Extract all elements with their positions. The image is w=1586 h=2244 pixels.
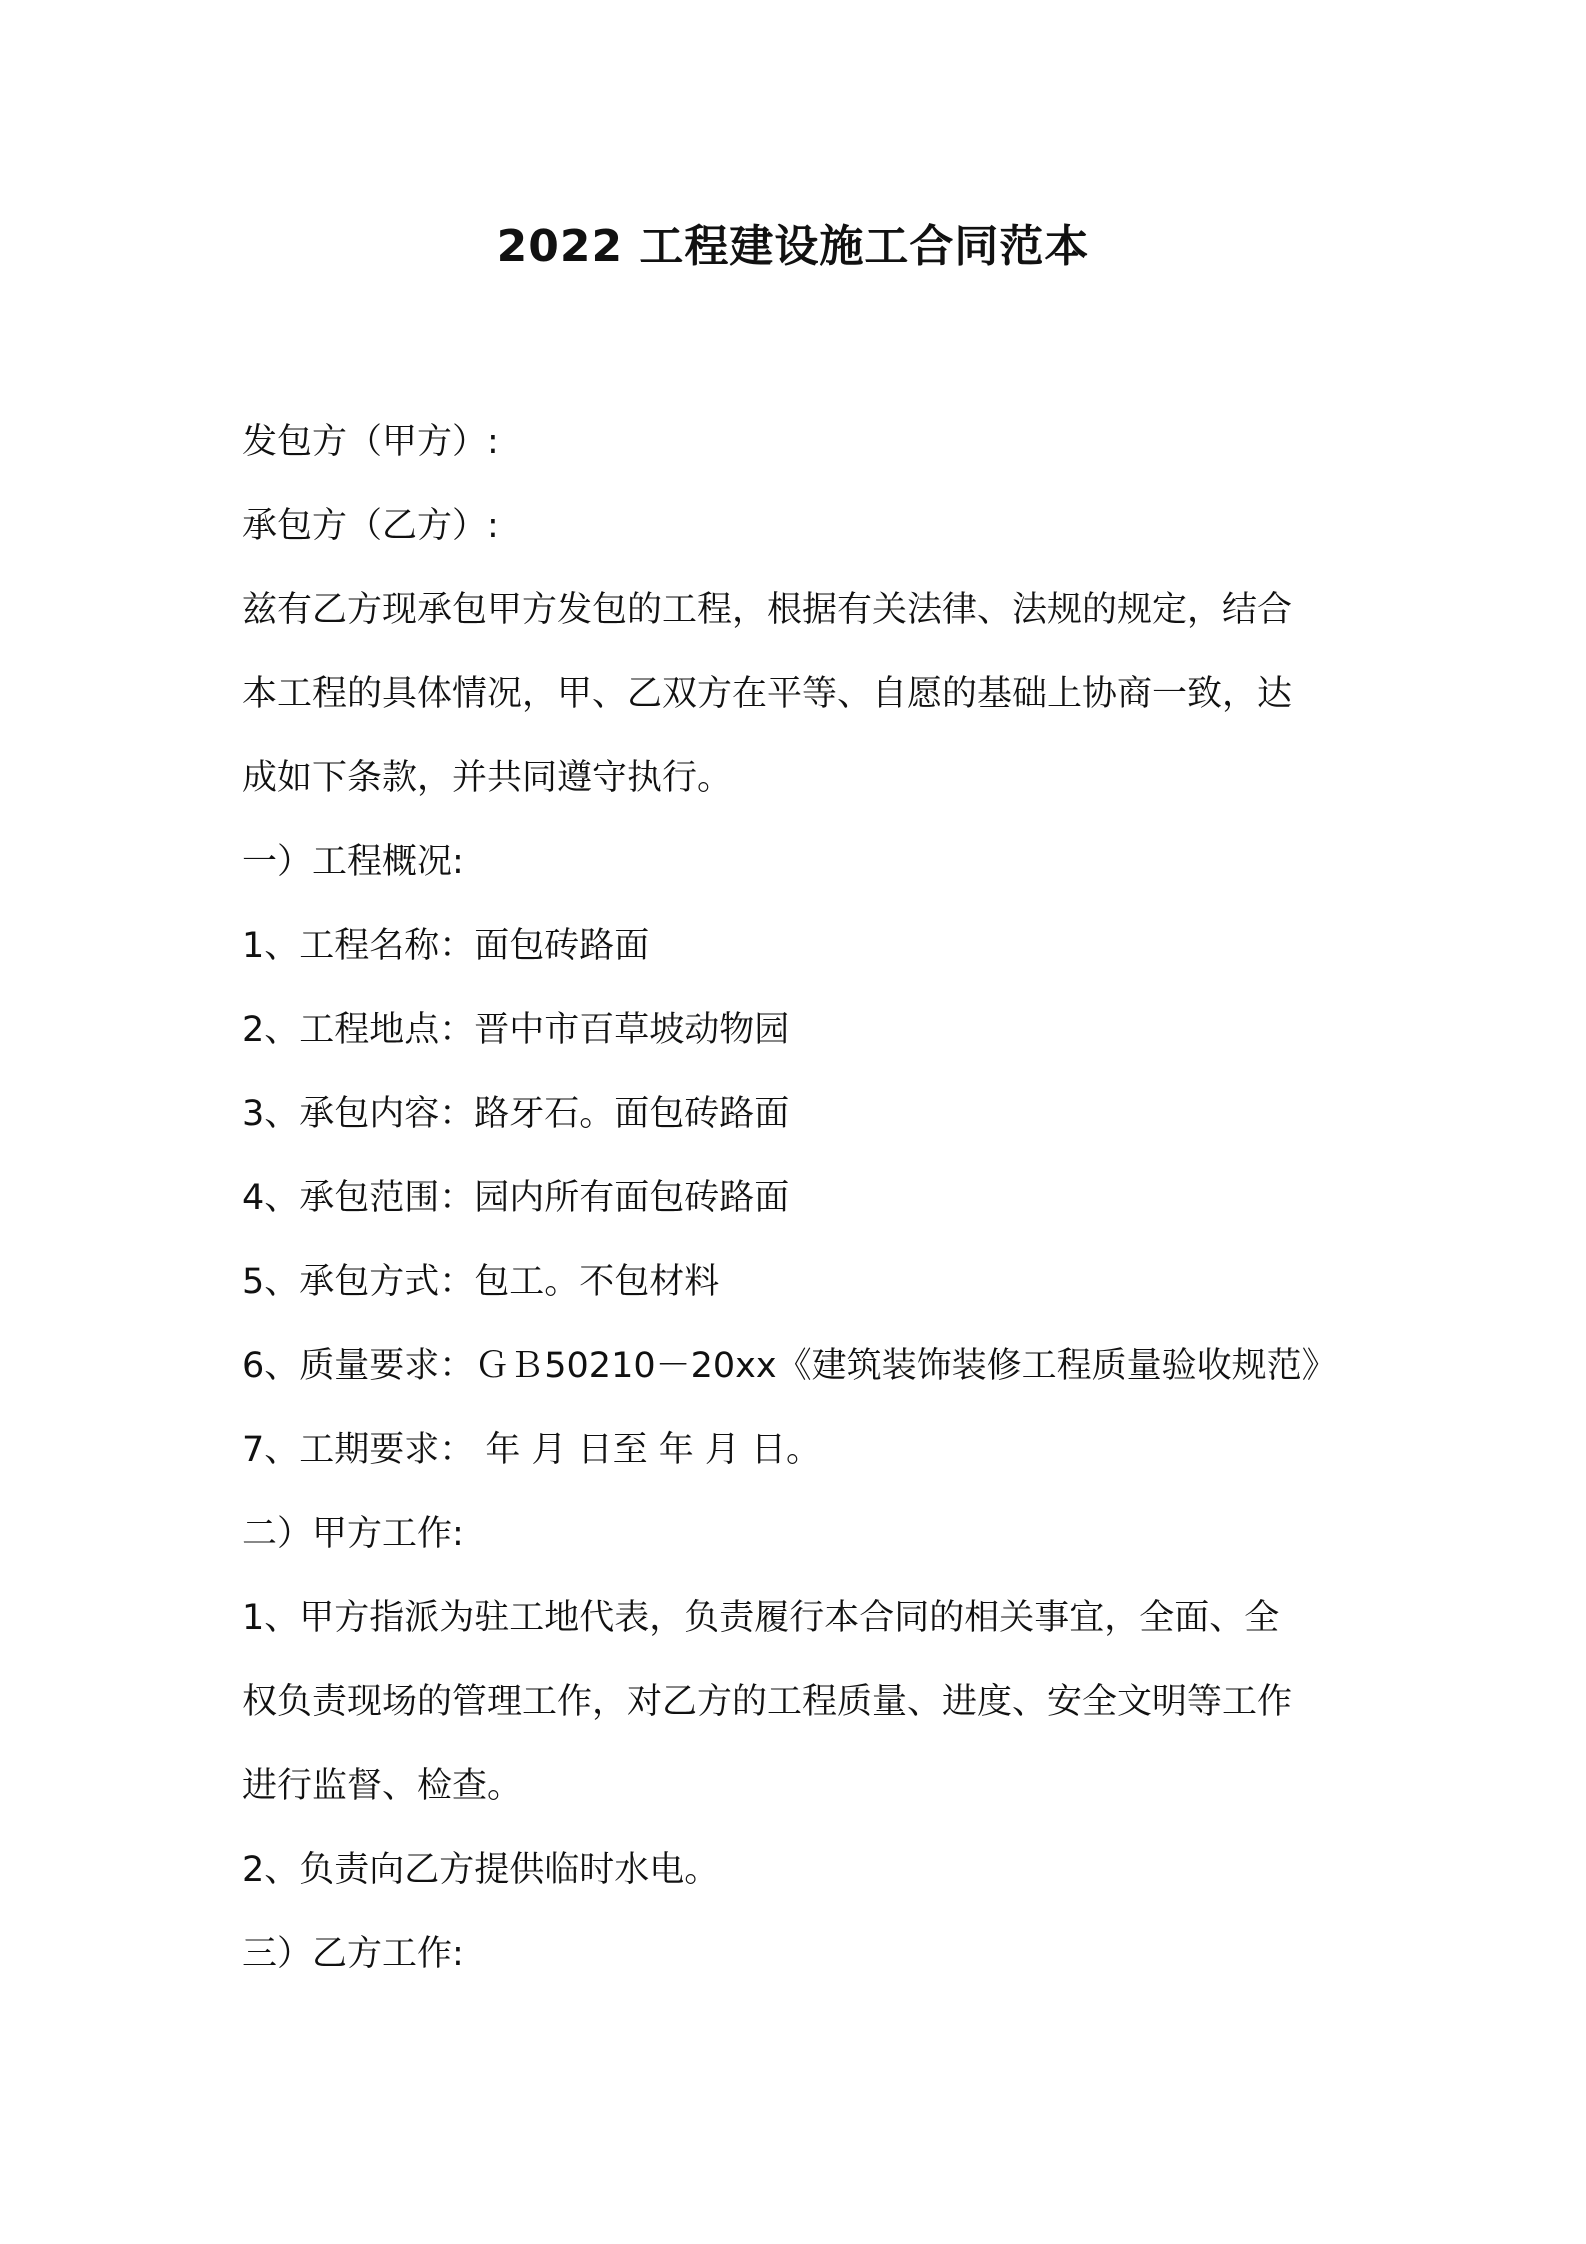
document-title: 2022 工程建设施工合同范本	[496, 221, 1090, 272]
overview-item-scope: 4、承包范围：园内所有面包砖路面	[242, 1178, 790, 1218]
section-heading-overview: 一）工程概况:	[242, 842, 464, 882]
preamble-line-3: 成如下条款，并共同遵守执行。	[242, 758, 733, 798]
section-heading-party-b: 三）乙方工作:	[242, 1934, 464, 1974]
overview-item-schedule: 7、工期要求： 年 月 日至 年 月 日。	[242, 1430, 822, 1470]
document-body	[242, 400, 1382, 1996]
overview-item-content: 3、承包内容：路牙石。面包砖路面	[242, 1094, 790, 1134]
party-a-line: 发包方（甲方）:	[242, 422, 499, 462]
party-a-duty-2: 2、负责向乙方提供临时水电。	[242, 1850, 720, 1890]
preamble-line-2: 本工程的具体情况，甲、乙双方在平等、自愿的基础上协商一致，达	[242, 674, 1293, 714]
party-a-duty-1-line-2: 权负责现场的管理工作，对乙方的工程质量、进度、安全文明等工作	[242, 1682, 1293, 1722]
overview-item-location: 2、工程地点：晋中市百草坡动物园	[242, 1010, 790, 1050]
overview-item-quality: 6、质量要求：ＧＢ50210－20xx《建筑装饰装修工程质量验收规范》	[242, 1346, 1337, 1386]
section-heading-party-a: 二）甲方工作:	[242, 1514, 464, 1554]
party-b-line: 承包方（乙方）:	[242, 506, 499, 546]
overview-item-name: 1、工程名称：面包砖路面	[242, 926, 650, 966]
party-a-duty-1-line-3: 进行监督、检查。	[242, 1766, 523, 1806]
overview-item-method: 5、承包方式：包工。不包材料	[242, 1262, 720, 1302]
party-a-duty-1-line-1: 1、甲方指派为驻工地代表，负责履行本合同的相关事宜，全面、全	[242, 1598, 1280, 1638]
preamble-line-1: 兹有乙方现承包甲方发包的工程，根据有关法律、法规的规定，结合	[242, 590, 1293, 630]
